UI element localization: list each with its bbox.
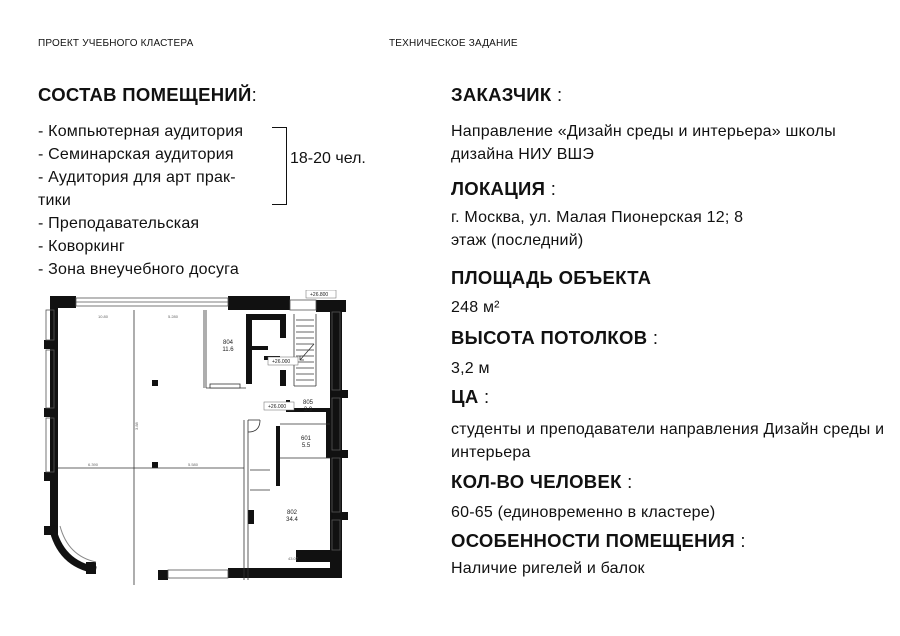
detail-label-features: ОСОБЕННОСТИ ПОМЕЩЕНИЯ : [451,530,746,551]
room-number: 601 [300,436,312,442]
room-number: 805 [302,400,314,406]
header-document-type: ТЕХНИЧЕСКОЕ ЗАДАНИЕ [389,38,518,49]
dimension-label: 10.80 [98,314,109,319]
room-area: 5.5 [301,443,311,449]
detail-value-people: 60-65 (единовременно в кластере) [451,504,716,521]
detail-label-audience: ЦА : [451,386,490,407]
detail-label-people: КОЛ-ВО ЧЕЛОВЕК : [451,471,633,492]
detail-label-location: ЛОКАЦИЯ : [451,178,557,199]
detail-value-audience: студенты и преподаватели направления Дизайн среды и интерьера [451,421,885,461]
room-area: 34.4 [286,517,298,523]
list-item: - Аудитория для арт прак- [38,169,236,186]
dimension-label: 43.07 [288,556,299,561]
detail-value-client: Направление «Дизайн среды и интерьера» школы дизайна НИУ ВШЭ [451,123,836,163]
level-mark: +26.800 [310,292,329,298]
dimension-label: 5.580 [188,462,199,467]
rooms-list [38,120,278,281]
list-item: - Семинарская аудитория [38,146,234,163]
interior-walls [152,314,330,524]
capacity-bracket [272,127,287,205]
dimension-label: 6.390 [88,462,99,467]
detail-value-location: г. Москва, ул. Малая Пионерская 12; 8 этаж (последний) [451,209,744,249]
detail-value-area: 248 м² [451,299,500,316]
interior-lines [58,310,330,585]
list-item: - Зона внеучебного досуга [38,261,239,278]
detail-label-area: ПЛОЩАДЬ ОБЪЕКТА [451,267,652,288]
room-area: 11.6 [222,347,234,353]
level-mark: +26.000 [272,359,291,365]
list-item: тики [38,192,72,209]
detail-label-height: ВЫСОТА ПОТОЛКОВ : [451,327,659,348]
list-item: - Преподавательская [38,215,200,232]
windows [46,298,340,578]
dimension-label: 3.88 [134,422,139,430]
detail-value-features: Наличие ригелей и балок [451,560,645,577]
level-mark: +26.000 [268,404,287,410]
room-number: 802 [286,510,298,516]
header-project-title: ПРОЕКТ УЧЕБНОГО КЛАСТЕРА [38,38,194,49]
room-number: 804 [222,340,234,346]
rooms-section-title: СОСТАВ ПОМЕЩЕНИЙ: [38,84,258,105]
detail-label-client: ЗАКАЗЧИК : [451,84,563,105]
list-item: - Компьютерная аудитория [38,123,244,140]
floor-plan [38,290,350,585]
capacity-label: 18-20 чел. [290,150,366,167]
list-item: - Коворкинг [38,238,125,255]
dimension-label: 5.280 [168,314,179,319]
room-area: 3.9 [303,407,313,413]
detail-value-height: 3,2 м [451,360,490,377]
